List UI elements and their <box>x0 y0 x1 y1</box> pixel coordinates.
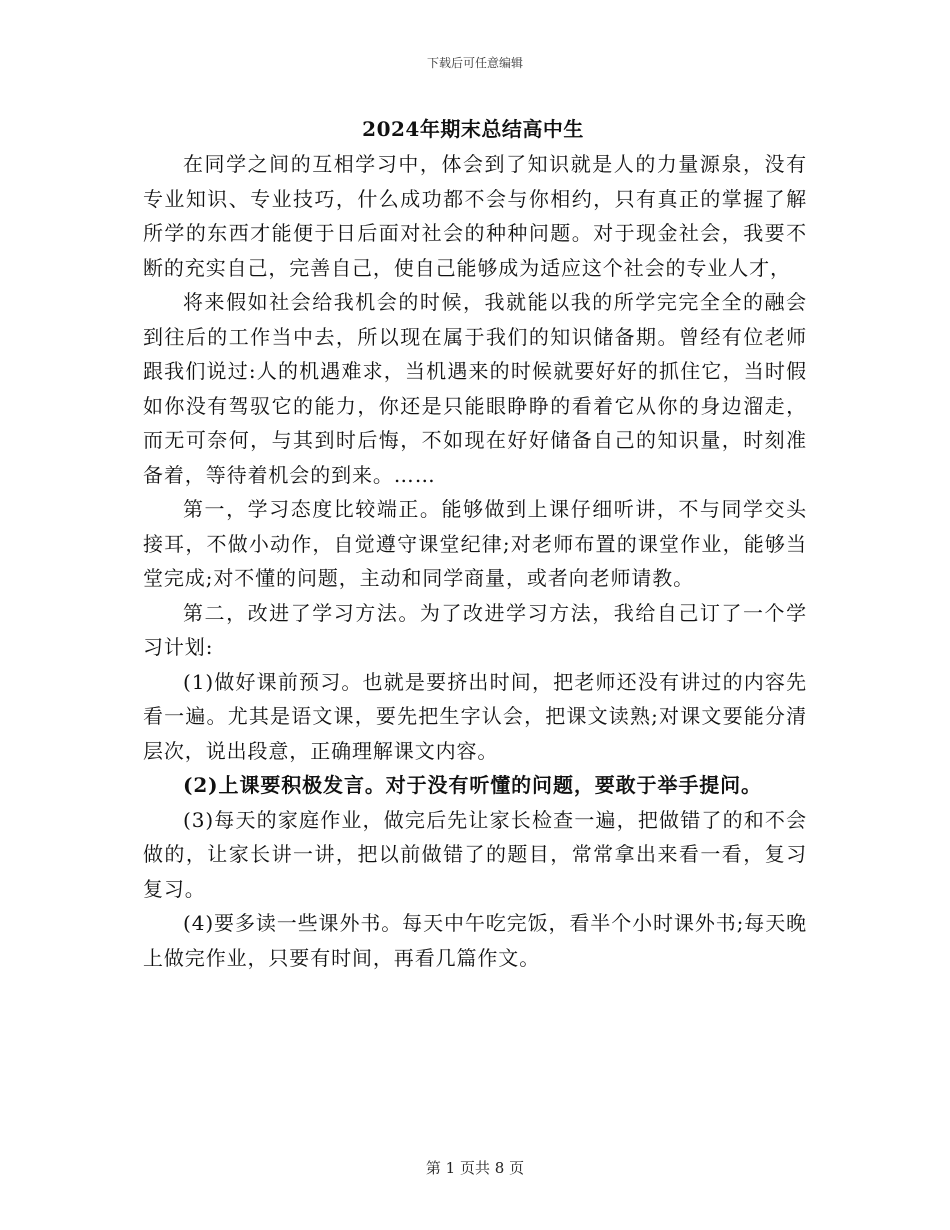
paragraph-4: 第二，改进了学习方法。为了改进学习方法，我给自己订了一个学习计划: <box>143 600 807 659</box>
page-footer: 第 1 页共 8 页 <box>425 1159 525 1177</box>
document-body <box>143 147 807 975</box>
paragraph-5: (1)做好课前预习。也就是要挤出时间，把老师还没有讲过的内容先看一遍。尤其是语文课，要先把生字认会，把课文读熟;对课文要能分清层次，说出段意，正确理解课文内容。 <box>143 669 807 763</box>
paragraph-3: 第一，学习态度比较端正。能够做到上课仔细听讲，不与同学交头接耳，不做小动作，自觉遵守课堂纪律;对老师布置的课堂作业，能够当堂完成;对不懂的问题，主动和同学商量，或者向老师请教。 <box>143 497 807 590</box>
paragraph-6: (2)上课要积极发言。对于没有听懂的问题，要敢于举手提问。 <box>183 773 762 797</box>
document-title: 2024年期末总结高中生 <box>362 117 584 141</box>
paragraph-7: (3)每天的家庭作业，做完后先让家长检查一遍，把做错了的和不会做的，让家长讲一讲，把以前做错了的题目，常常拿出来看一看，复习复习。 <box>143 807 807 901</box>
paragraph-2: 将来假如社会给我机会的时候，我就能以我的所学完完全全的融会到往后的工作当中去，所以现在属于我们的知识储备期。曾经有位老师跟我们说过:人的机遇难求，当机遇来的时候就要好好的抓住它，当时假如你没有驾驭它的能力，你还是只能眼睁睁的看着它从你的身边溜走，而无可奈何，与其到时后悔，不如现在好好储备自己的知识量，时刻准备着，等待着机会的到来。…… <box>143 290 807 487</box>
paragraph-8: (4)要多读一些课外书。每天中午吃完饭，看半个小时课外书;每天晚上做完作业，只要有时间，再看几篇作文。 <box>143 911 807 970</box>
header-note: 下载后可任意编辑 <box>426 56 523 70</box>
paragraph-1: 在同学之间的互相学习中，体会到了知识就是人的力量源泉，没有专业知识、专业技巧，什么成功都不会与你相约，只有真正的掌握了解所学的东西才能便于日后面对社会的种种问题。对于现金社会，我要不断的充实自己，完善自己，使自己能够成为适应这个社会的专业人才， <box>143 152 807 280</box>
